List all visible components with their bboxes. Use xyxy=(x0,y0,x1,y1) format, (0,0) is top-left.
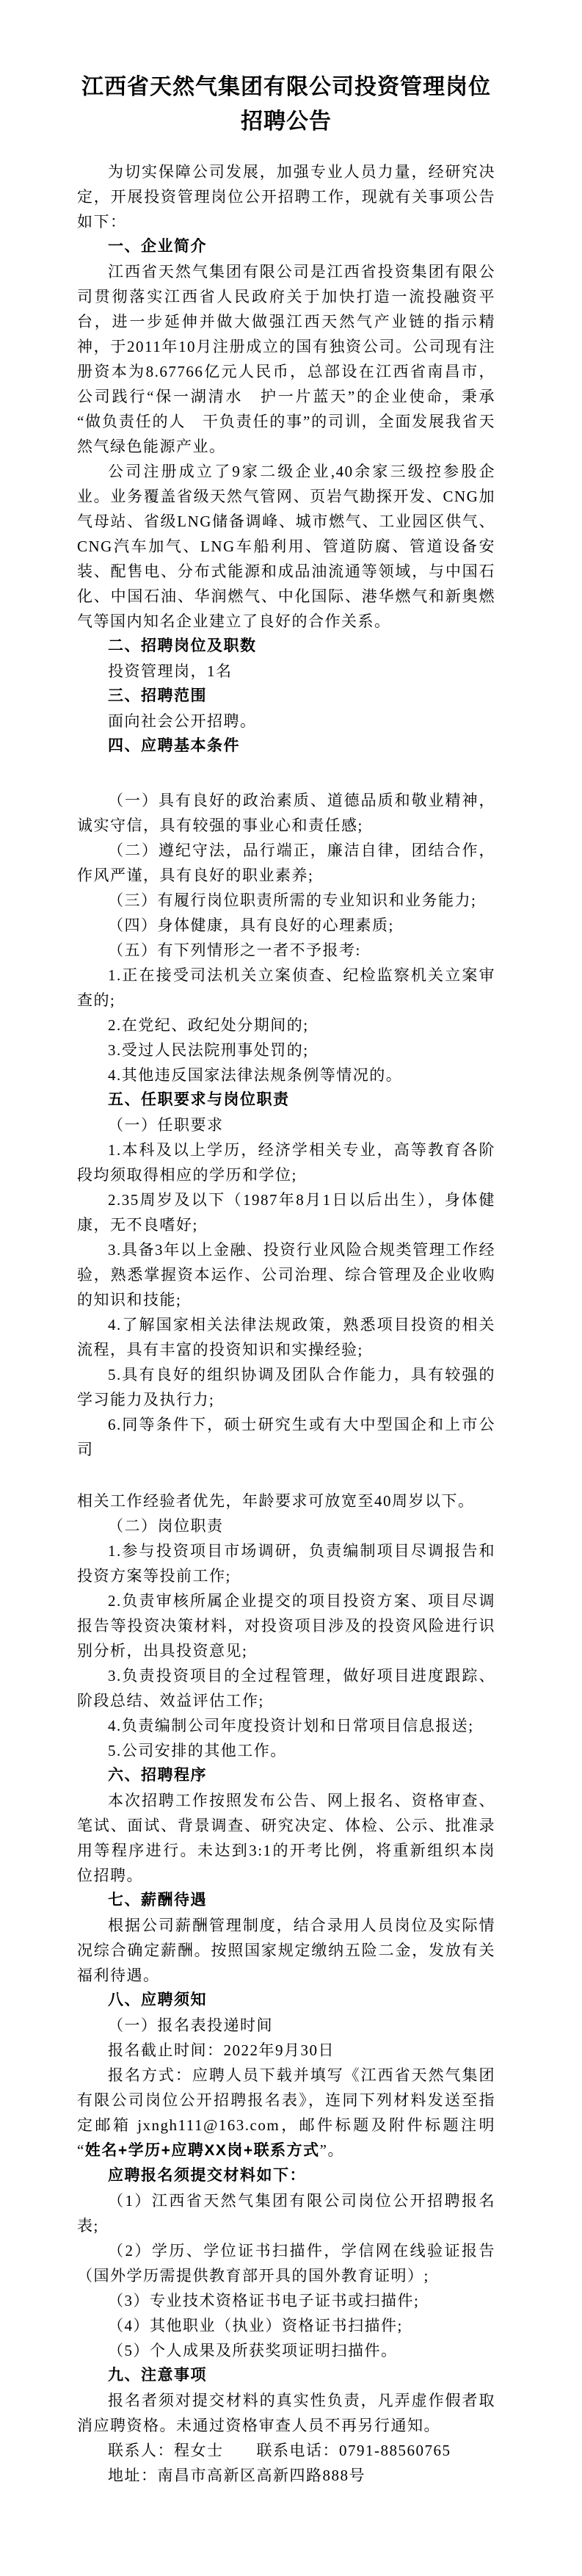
heading-position-and-count: 二、招聘岗位及职数 xyxy=(108,637,257,654)
phone-number: 0791-88560765 xyxy=(339,2442,451,2459)
job-duty-5: 5.公司安排的其他工作。 xyxy=(108,1742,287,1759)
heading-recruitment-procedure: 六、招聘程序 xyxy=(108,1767,207,1784)
material-item-1: （1）江西省天然气集团有限公司岗位公开招聘报名表; xyxy=(77,2192,495,2235)
job-requirement-6-part-2: 相关工作经验者优先，年龄要求可放宽至40周岁以下。 xyxy=(77,1492,475,1510)
contact-line xyxy=(77,2438,495,2463)
heading-job-requirements-duties: 五、任职要求与岗位职责 xyxy=(108,1091,290,1108)
salary-benefits-paragraph: 根据公司薪酬管理制度，结合录用人员岗位及实际情况综合确定薪酬。按照国家规定缴纳五险二金，发放有关福利待遇。 xyxy=(77,1917,495,1984)
job-duty-2: 2.负责审核所属企业提交的项目投资方案、项目尽调报告等投资决策材料，对投资项目涉及的投资风险进行识别分析，出具投资意见; xyxy=(77,1592,495,1660)
job-requirements-subheading: （一）任职要求 xyxy=(108,1116,224,1134)
heading-application-notes: 八、应聘须知 xyxy=(108,1991,207,2008)
disqualification-item-4: 4.其他违反国家法律法规条例等情况的。 xyxy=(108,1066,403,1084)
document-body xyxy=(77,159,495,2488)
text-run: 联系人：程女士 联系电话： xyxy=(108,2442,339,2459)
job-requirement-3: 3.具备3年以上金融、投资行业风险合规类管理工作经验，熟悉掌握资本运作、公司治理、综合管理及企业收购的知识和技能; xyxy=(77,1241,495,1309)
job-requirement-2: 2.35周岁及以下（1987年8月1日以后出生），身体健康，无不良嗜好; xyxy=(77,1191,495,1234)
material-item-5: （5）个人成果及所获奖项证明扫描件。 xyxy=(108,2342,398,2359)
text-run: ”。 xyxy=(319,2141,344,2159)
company-profile-paragraph-2: 公司注册成立了9家二级企业,40余家三级控参股企业。业务覆盖省级天然气管网、页岩气勘探开发、CNG加气母站、省级LNG储备调峰、城市燃气、工业园区供气、CNG汽车加气、LNG车船利用、管道防腐、管道设备安装、配售电、分布式能源和成品油流通等领域，与中国石化、中国石油、华润燃气、中化国际、港华燃气和新奥燃气等国内知名企业建立了良好的合作关系。 xyxy=(77,463,495,630)
page-title-line-2: 招聘公告 xyxy=(241,109,332,134)
company-profile-paragraph-1: 江西省天然气集团有限公司是江西省投资集团有限公司贯彻落实江西省人民政府关于加快打造一流投融资平台，进一步延伸并做大做强江西天然气产业链的指示精神，于2011年10月注册成立的国有独资公司。公司现有注册资本为8.67766亿元人民币，总部设在江西省南昌市，公司践行“保一湖清水 护一片蓝天”的企业使命，秉承“做负责任的人 干负责任的事”的司训，全面发展我省天然气绿色能源产业。 xyxy=(77,263,495,455)
basic-requirement-2: （二）遵纪守法，品行端正，廉洁自律，团结合作，作风严谨，具有良好的职业素养; xyxy=(77,842,495,884)
email-address: jxngh111@163.com xyxy=(137,2116,280,2134)
heading-company-profile: 一、企业简介 xyxy=(108,238,207,255)
application-time-subheading: （一）报名表投递时间 xyxy=(108,2016,273,2034)
page-title-line-1: 江西省天然气集团有限公司投资管理岗位 xyxy=(81,75,491,99)
material-item-2: （2）学历、学位证书扫描件，学信网在线验证报告（国外学历需提供教育部开具的国外教育证明）; xyxy=(77,2242,495,2284)
heading-basic-requirements: 四、应聘基本条件 xyxy=(108,737,240,754)
text-run: 报名方式：应聘人员下载并填写《江西省天然气集团有限公司岗位公开招聘报名表》，连同下列材料发送至指定邮箱 xyxy=(77,2066,495,2134)
recruitment-scope-paragraph: 面向社会公开招聘。 xyxy=(108,712,257,730)
heading-important-notes: 九、注意事项 xyxy=(108,2367,207,2384)
basic-requirement-3: （三）有履行岗位职责所需的专业知识和业务能力; xyxy=(108,891,477,909)
disqualification-item-3: 3.受过人民法院刑事处罚的; xyxy=(108,1041,309,1059)
page-title xyxy=(77,70,495,139)
disqualification-item-1: 1.正在接受司法机关立案侦查、纪检监察机关立案审查的; xyxy=(77,966,495,1009)
email-subject-format: 姓名+学历+应聘XX岗+联系方式 xyxy=(84,2142,320,2159)
heading-salary-benefits: 七、薪酬待遇 xyxy=(108,1892,207,1909)
job-duty-4: 4.负责编制公司年度投资计划和日常项目信息报送; xyxy=(108,1717,474,1734)
recruitment-procedure-paragraph: 本次招聘工作按照发布公告、网上报名、资格审查、笔试、面试、背景调查、研究决定、体检、公示、批准录用等程序进行。未达到3:1的开考比例，将重新组织本岗位招聘。 xyxy=(77,1792,495,1884)
material-item-3: （3）专业技术资格证书电子证书或扫描件; xyxy=(108,2292,420,2309)
intro-paragraph: 为切实保障公司发展，加强专业人员力量，经研究决定，开展投资管理岗位公开招聘工作，现就有关事项公告如下： xyxy=(77,163,495,231)
position-count-paragraph: 投资管理岗，1名 xyxy=(108,662,233,680)
job-requirement-6-part-1: 6.同等条件下，硕士研究生或有大中型国企和上市公司 xyxy=(77,1416,495,1458)
job-requirement-1: 1.本科及以上学历，经济学相关专业，高等教育各阶段均须取得相应的学历和学位; xyxy=(77,1141,495,1184)
basic-requirement-5: （五）有下列情形之一者不予报考: xyxy=(108,941,361,959)
disqualification-item-2: 2.在党纪、政纪处分期间的; xyxy=(108,1016,309,1034)
basic-requirement-1: （一）具有良好的政治素质、道德品质和敬业精神，诚实守信，具有较强的事业心和责任感; xyxy=(77,792,495,834)
job-duty-3: 3.负责投资项目的全过程管理，做好项目进度跟踪、阶段总结、效益评估工作; xyxy=(77,1667,495,1710)
job-duty-1: 1.参与投资项目市场调研，负责编制项目尽调报告和投资方案等投前工作; xyxy=(77,1542,495,1585)
text-run: ，邮件标题及附件标题注明“ xyxy=(77,2116,496,2159)
material-item-4: （4）其他职业（执业）资格证书扫描件; xyxy=(108,2317,403,2334)
address-line: 地址：南昌市高新区高新四路888号 xyxy=(108,2467,365,2484)
vertical-spacer xyxy=(77,1462,495,1488)
heading-recruitment-scope: 三、招聘范围 xyxy=(108,687,207,704)
job-duties-subheading: （二）岗位职责 xyxy=(108,1517,224,1535)
basic-requirement-4: （四）身体健康，具有良好的心理素质; xyxy=(108,916,394,934)
materials-required-lead: 应聘报名须提交材料如下： xyxy=(108,2167,306,2184)
job-requirement-5: 5.具有良好的组织协调及团队合作能力，具有较强的学习能力及执行力; xyxy=(77,1366,495,1408)
application-method xyxy=(77,2063,495,2163)
important-notes-paragraph: 报名者须对提交材料的真实性负责，凡弄虚作假者取消应聘资格。未通过资格审查人员不再另行通知。 xyxy=(77,2392,495,2434)
vertical-spacer xyxy=(77,759,495,788)
job-requirement-4: 4.了解国家相关法律法规政策，熟悉项目投资的相关流程，具有丰富的投资知识和实操经验; xyxy=(77,1316,495,1358)
application-deadline: 报名截止时间：2022年9月30日 xyxy=(108,2041,335,2059)
